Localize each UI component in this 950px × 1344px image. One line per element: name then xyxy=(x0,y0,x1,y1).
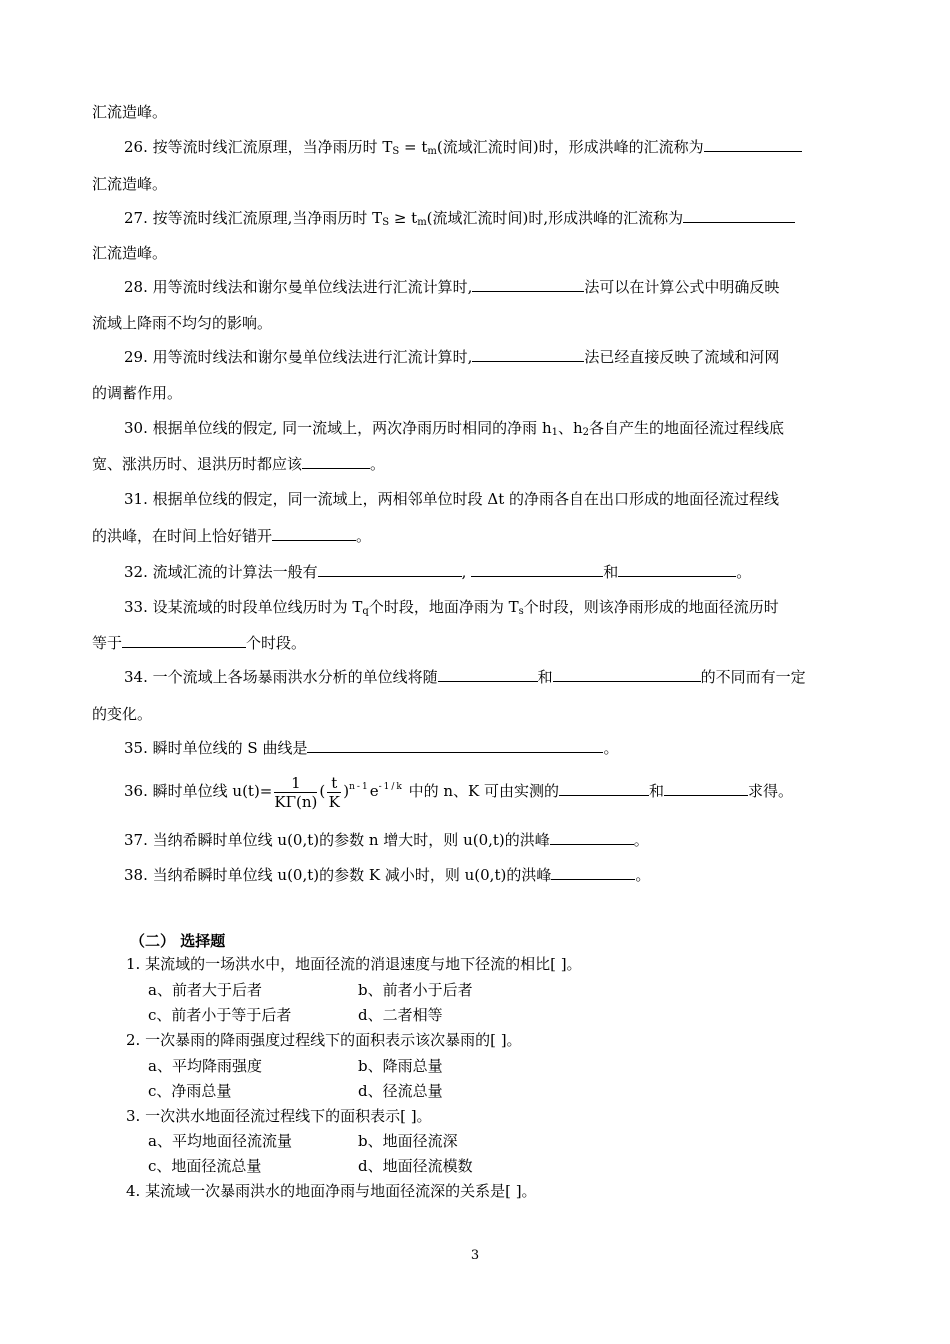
q28-tail: 流域上降雨不均匀的影响。 xyxy=(92,314,273,332)
fraction-2: $\frac{t}{K}$ xyxy=(328,773,340,811)
blank[interactable] xyxy=(472,347,584,362)
question-28: 28. 用等流时线法和谢尔曼单位线法进行汇流计算时, 法可以在计算公式中明确反映 xyxy=(124,278,780,296)
option-d[interactable]: d、地面径流模数 xyxy=(358,1157,473,1175)
option-d[interactable]: d、径流总量 xyxy=(358,1082,443,1100)
option-a[interactable]: a、平均降雨强度 xyxy=(148,1057,262,1075)
blank[interactable] xyxy=(122,633,246,648)
blank[interactable] xyxy=(307,738,603,753)
option-c[interactable]: c、前者小于等于后者 xyxy=(148,1006,292,1024)
choice-question-2: 2. 一次暴雨的降雨强度过程线下的面积表示该次暴雨的[ ]。 xyxy=(126,1031,522,1049)
q25-tail: 汇流造峰。 xyxy=(92,103,168,121)
blank[interactable] xyxy=(618,562,736,577)
option-b[interactable]: b、前者小于后者 xyxy=(358,981,473,999)
question-33: 33. 设某流域的时段单位线历时为 $T_q$个时段，地面净雨为 $T_s$个时段，则该净雨形成的地面径流历时 xyxy=(124,598,779,617)
blank[interactable] xyxy=(318,562,462,577)
blank[interactable] xyxy=(704,137,802,152)
option-d[interactable]: d、二者相等 xyxy=(358,1006,443,1024)
option-a[interactable]: a、平均地面径流流量 xyxy=(148,1132,292,1150)
question-29: 29. 用等流时线法和谢尔曼单位线法进行汇流计算时, 法已经直接反映了流域和河网 xyxy=(124,348,780,366)
blank[interactable] xyxy=(559,781,649,796)
option-b[interactable]: b、降雨总量 xyxy=(358,1057,443,1075)
q30-tail: 宽、涨洪历时、退洪历时都应该 。 xyxy=(92,455,386,473)
question-38: 38. 当纳希瞬时单位线 u(0,t)的参数 K 减小时，则 u(0,t)的洪峰 。 xyxy=(124,866,651,884)
blank[interactable] xyxy=(683,208,795,223)
question-27: 27. 按等流时线汇流原理,当净雨历时 $T_S \ge t_m$(流域汇流时间)时,形成洪峰的汇流称为 xyxy=(124,208,795,228)
blank[interactable] xyxy=(471,562,603,577)
blank[interactable] xyxy=(664,781,748,796)
q27-tail: 汇流造峰。 xyxy=(92,244,168,262)
option-c[interactable]: c、净雨总量 xyxy=(148,1082,232,1100)
question-26: 26. 按等流时线汇流原理，当净雨历时 $T_S = t_m$(流域汇流时间)时，形成洪峰的汇流称为 xyxy=(124,137,802,157)
fraction-1: $\frac{1}{K\Gamma(n)}$ xyxy=(274,773,318,811)
choice-question-3: 3. 一次洪水地面径流过程线下的面积表示[ ]。 xyxy=(126,1107,432,1125)
q29-tail: 的调蓄作用。 xyxy=(92,384,183,402)
q34-tail: 的变化。 xyxy=(92,705,153,723)
question-36: 36. 瞬时单位线 u(t)= $\frac{1}{K\Gamma(n)}$ ( $\frac{t}{K}$ )$^{n-1}e^{-1/k}$ 中的 n、K 可由实测的 和 求得。 xyxy=(124,773,794,811)
question-32: 32. 流域汇流的计算法一般有 , 和 。 xyxy=(124,563,752,581)
question-37: 37. 当纳希瞬时单位线 u(0,t)的参数 n 增大时，则 u(0,t)的洪峰 。 xyxy=(124,831,649,849)
question-31: 31. 根据单位线的假定，同一流域上，两相邻单位时段 Δt 的净雨各自在出口形成的地面径流过程线 xyxy=(124,490,780,508)
blank[interactable] xyxy=(553,667,701,682)
blank[interactable] xyxy=(438,667,538,682)
choice-question-1: 1. 某流域的一场洪水中，地面径流的消退速度与地下径流的相比[ ]。 xyxy=(126,955,582,973)
option-c[interactable]: c、地面径流总量 xyxy=(148,1157,262,1175)
question-30: 30. 根据单位线的假定, 同一流域上，两次净雨历时相同的净雨 $h_1$、$h_2$各自产生的地面径流过程线底 xyxy=(124,419,785,438)
q26-tail: 汇流造峰。 xyxy=(92,175,168,193)
blank[interactable] xyxy=(302,454,370,469)
question-34: 34. 一个流域上各场暴雨洪水分析的单位线将随 和 的不同而有一定 xyxy=(124,668,806,686)
page-number: 3 xyxy=(470,1248,480,1263)
section-title: （二） 选择题 xyxy=(130,932,226,950)
question-35: 35. 瞬时单位线的 S 曲线是 。 xyxy=(124,739,619,757)
blank[interactable] xyxy=(472,277,584,292)
blank[interactable] xyxy=(550,830,634,845)
option-b[interactable]: b、地面径流深 xyxy=(358,1132,458,1150)
q33-tail: 等于 个时段。 xyxy=(92,634,307,652)
blank[interactable] xyxy=(272,526,356,541)
q31-tail: 的洪峰，在时间上恰好错开 。 xyxy=(92,527,372,545)
choice-question-4: 4. 某流域一次暴雨洪水的地面净雨与地面径流深的关系是[ ]。 xyxy=(126,1182,537,1200)
blank[interactable] xyxy=(551,865,635,880)
option-a[interactable]: a、前者大于后者 xyxy=(148,981,262,999)
